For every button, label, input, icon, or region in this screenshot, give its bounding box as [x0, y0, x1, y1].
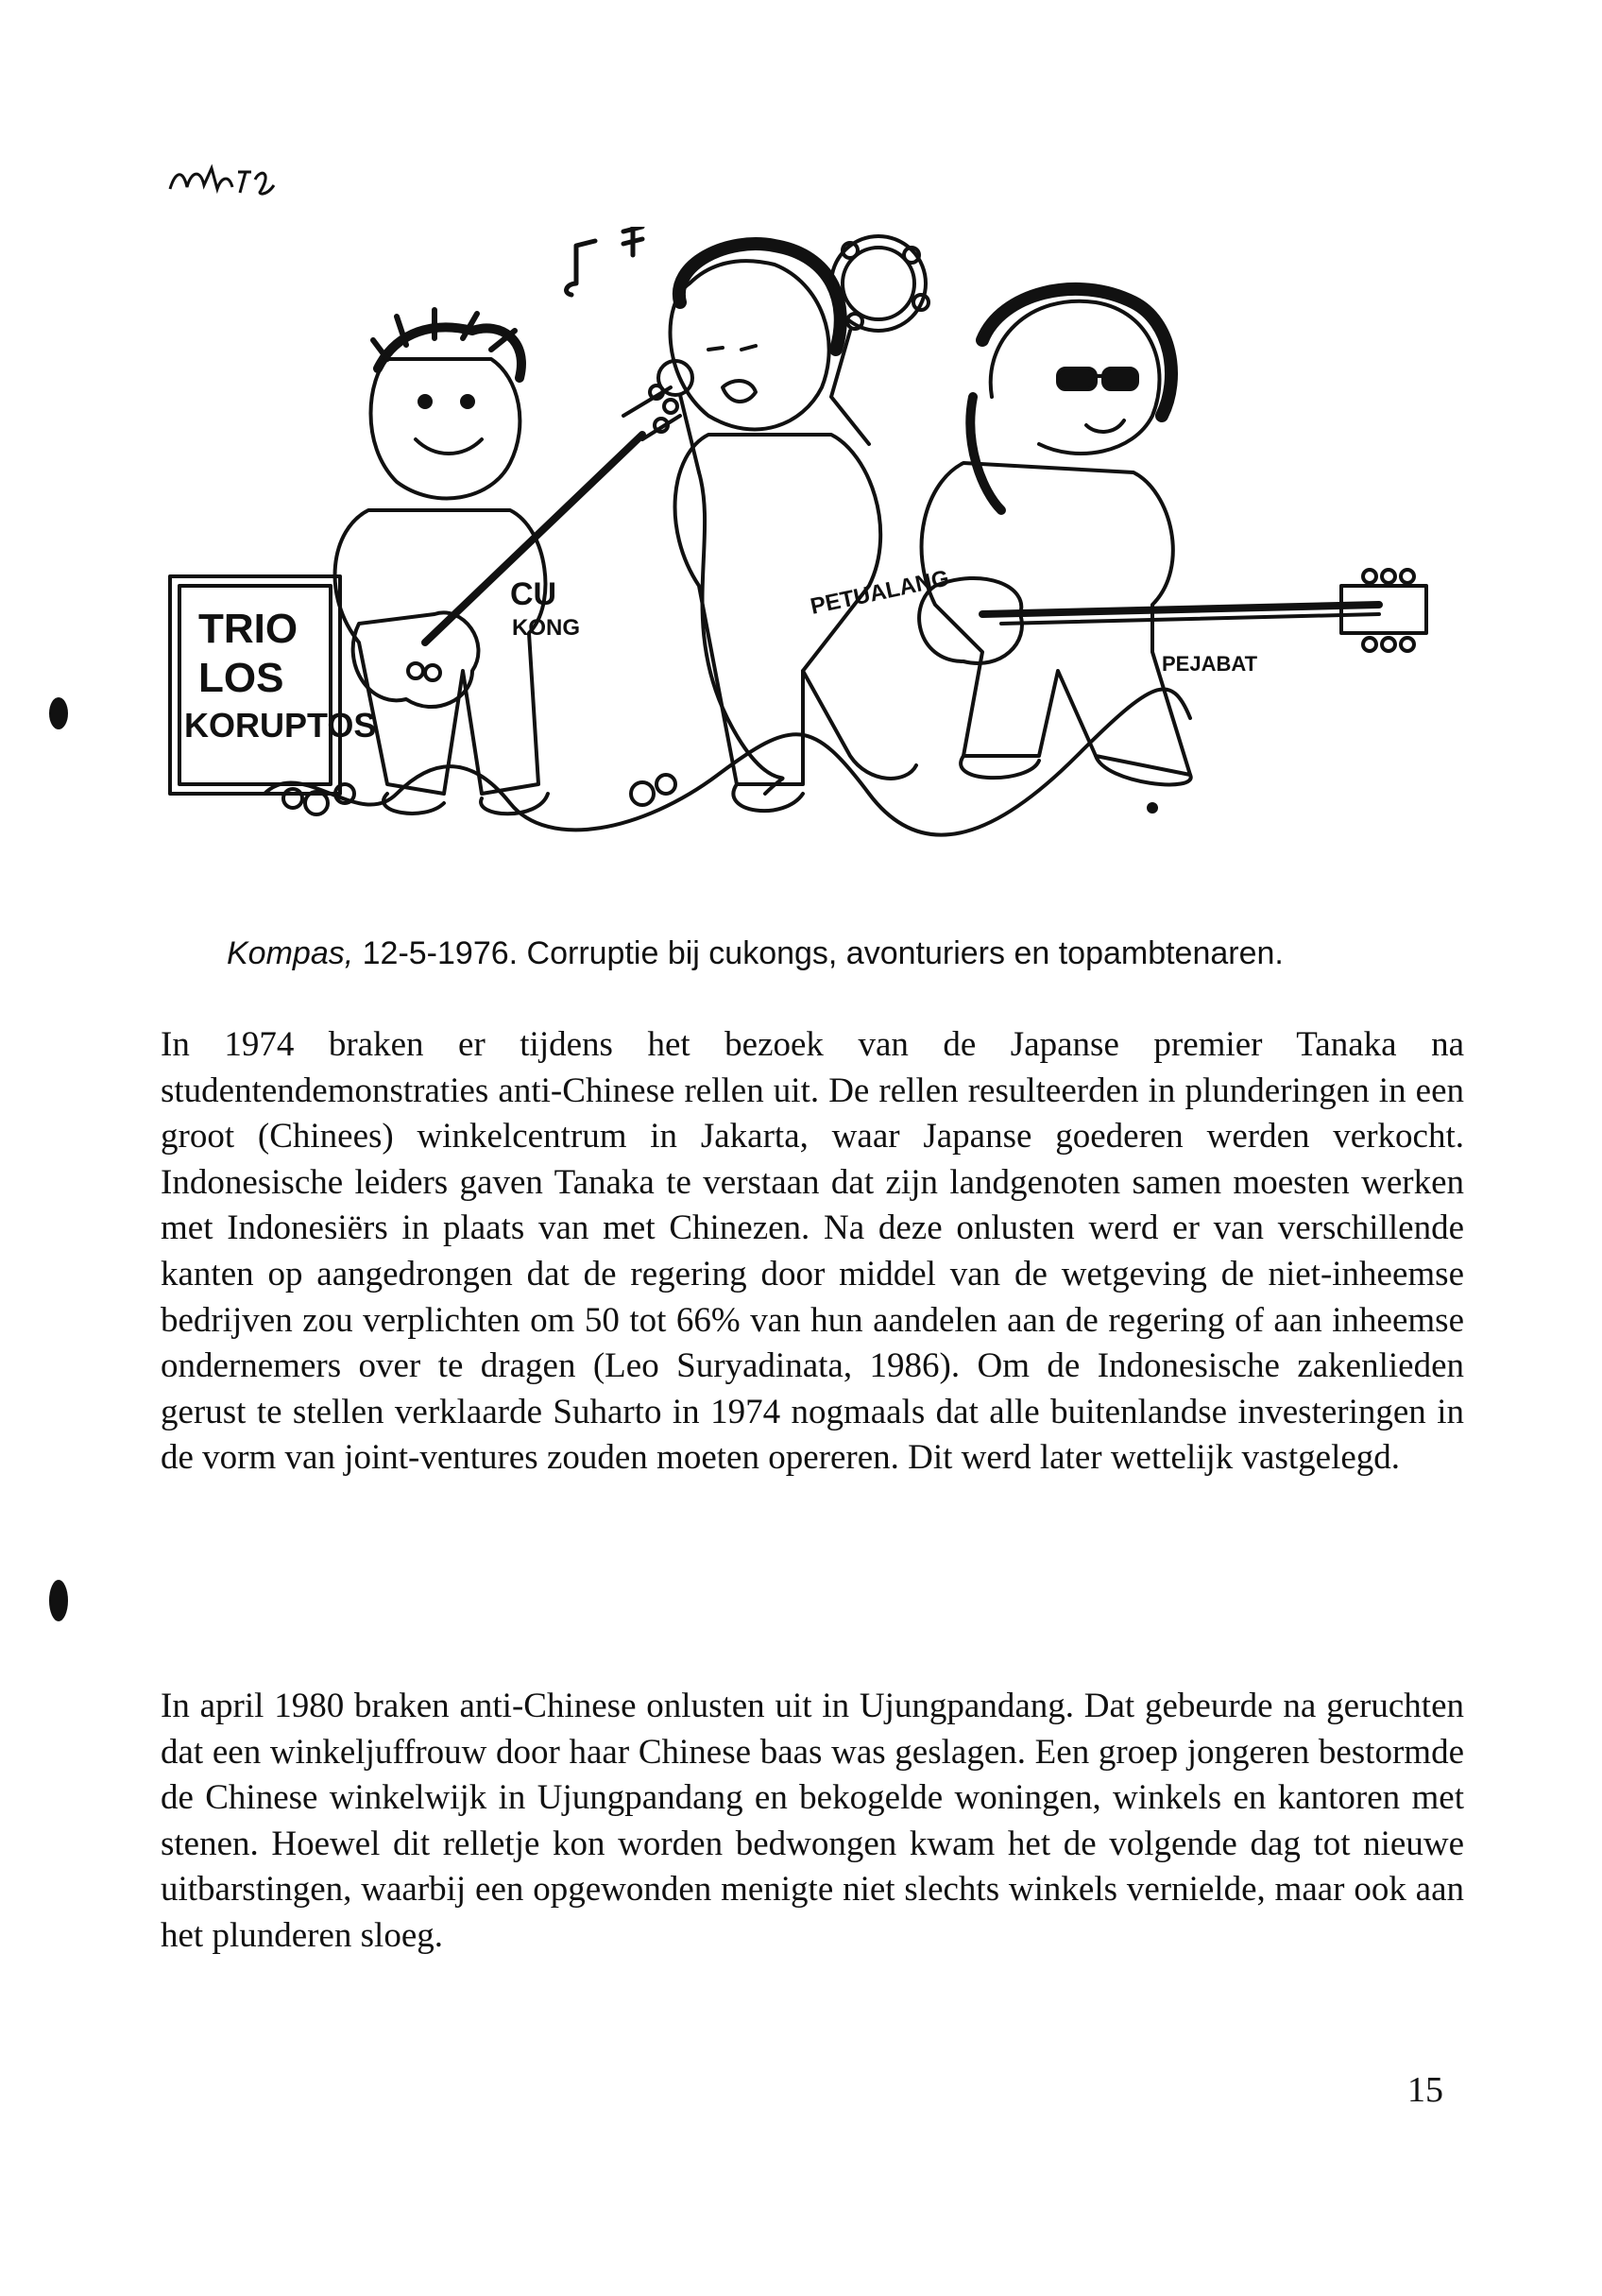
scan-mark-bottom [49, 1580, 68, 1621]
sign-line-1: TRIO [198, 606, 298, 652]
figure-caption [227, 935, 1417, 972]
sign-line-2: LOS [198, 655, 284, 701]
caption-source: Kompas, [227, 935, 354, 971]
shirt-label-pejabat: PEJABAT [1162, 652, 1258, 676]
sign-line-3: KORUPTOS [184, 706, 377, 745]
artist-signature [162, 151, 285, 208]
scan-mark-top [49, 697, 68, 729]
page-number: 15 [1407, 2070, 1443, 2110]
cartoon-illustration [151, 227, 1492, 869]
shirt-label-petualang: PETUALANG [808, 565, 952, 620]
shirt-label-kong: KONG [512, 615, 580, 641]
caption-text: 12-5-1976. Corruptie bij cukongs, avonturiers en topambtenaren. [353, 935, 1284, 971]
paragraph-1: In 1974 braken er tijdens het bezoek van de Japanse premier Tanaka na studentendemonstraties anti-Chinese rellen uit. De rellen resulteerden in plunderingen in een groot (Chinees) winkelcentrum in Jakarta, waar Japanse goederen werden verkocht. Indonesische leiders gaven Tanaka te verstaan dat zijn landgenoten samen moesten werken met Indonesiërs in plaats van met Chinezen. Na deze onlusten werd er van verschillende kanten op aangedrongen dat de regering door middel van de wetgeving de niet-inheemse bedrijven zou verplichten om 50 tot 66% van hun aandelen aan de regering of aan inheemse ondernemers over te dragen (Leo Suryadinata, 1986). Om de Indonesische zakenlieden gerust te stellen verklaarde Suharto in 1974 nogmaals dat alle buitenlandse investeringen in de vorm van joint-ventures zouden moeten opereren. Dit werd later wettelijk vastgelegd. [161, 1025, 1464, 1478]
paragraph-2: In april 1980 braken anti-Chinese onlusten uit in Ujungpandang. Dat gebeurde na geruchten dat een winkeljuffrouw door haar Chinese baas was geslagen. Een groep jongeren bestormde de Chinese winkelwijk in Ujungpandang en bekogelde woningen, winkels en kantoren met stenen. Hoewel dit relletje kon worden bedwongen kwam het de volgende dag tot nieuwe uitbarstingen, waarbij een opgewonden menigte niet slechts winkels vernielde, maar ook aan het plunderen sloeg. [161, 1687, 1464, 1955]
shirt-label-cu: CU [510, 576, 557, 612]
